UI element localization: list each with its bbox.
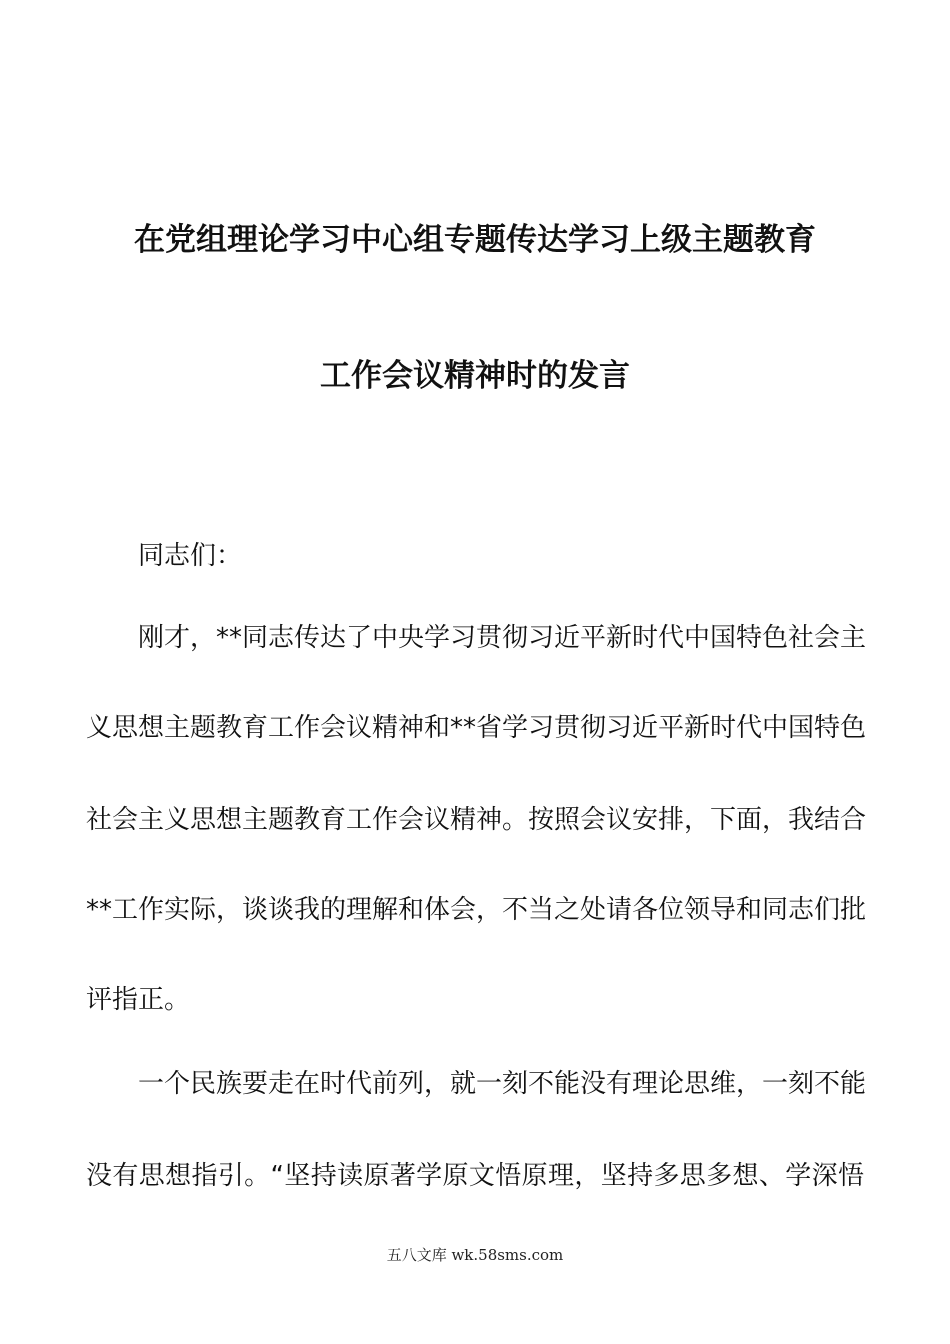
footer-watermark-text: 五八文库 wk.58sms.com [386,1246,564,1264]
paragraph-1-line-3: 社会主义思想主题教育工作会议精神。按照会议安排，下面，我结合 [86,805,867,835]
paragraph-1-line-1: 刚才，**同志传达了中央学习贯彻习近平新时代中国特色社会主 [138,623,867,653]
paragraph-2-line-2: 没有思想指引。“坚持读原著学原文悟原理，坚持多思多想、学深悟 [86,1161,864,1191]
document-title-line-1: 在党组理论学习中心组专题传达学习上级主题教育 [134,222,816,258]
salutation: 同志们： [138,541,243,571]
paragraph-1-line-5: 评指正。 [86,985,191,1015]
paragraph-2-line-1: 一个民族要走在时代前列，就一刻不能没有理论思维，一刻不能 [138,1069,867,1099]
document-title-line-2: 工作会议精神时的发言 [320,358,630,394]
paragraph-1-line-4: **工作实际，谈谈我的理解和体会，不当之处请各位领导和同志们批 [86,895,867,925]
paragraph-1-line-2: 义思想主题教育工作会议精神和**省学习贯彻习近平新时代中国特色 [86,713,867,743]
